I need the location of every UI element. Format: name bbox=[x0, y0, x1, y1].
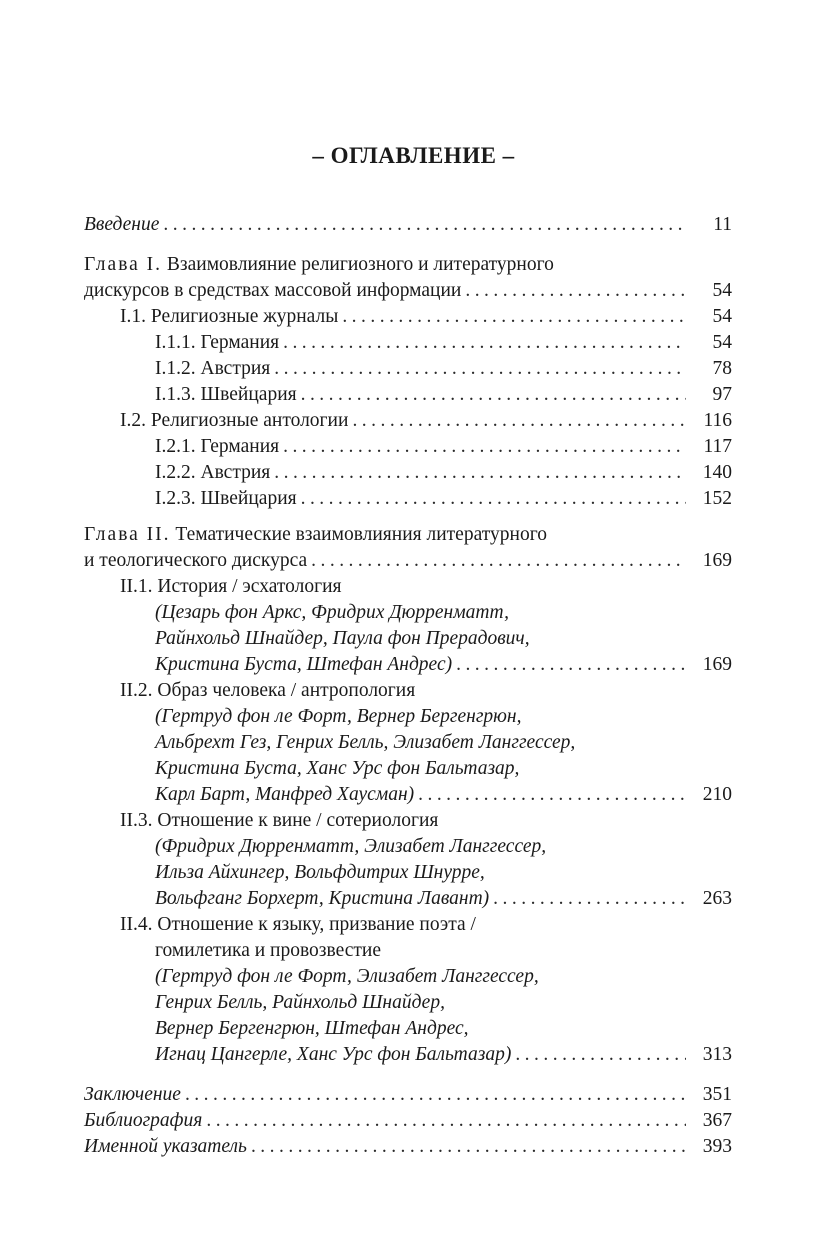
page-number: 97 bbox=[712, 384, 732, 405]
leader-dots bbox=[493, 886, 686, 912]
leader-dots bbox=[274, 356, 686, 382]
section-label: I.2.3. Швейцария bbox=[155, 488, 297, 509]
toc-entry[interactable] bbox=[84, 382, 732, 408]
authors-text: Карл Барт, Манфред Хаусман) bbox=[155, 784, 415, 805]
section-label: II.1. История / эсхатология bbox=[120, 576, 342, 597]
toc-entry[interactable] bbox=[84, 1042, 732, 1068]
section-label-line2: гомилетика и провозвестие bbox=[155, 940, 381, 961]
page-number: 152 bbox=[702, 488, 732, 509]
toc-entry[interactable] bbox=[84, 1108, 732, 1134]
chapter-title-line1: Тематические взаимовлияния литературного bbox=[175, 524, 547, 545]
toc-entry[interactable] bbox=[84, 782, 732, 808]
toc-entry[interactable] bbox=[84, 304, 732, 330]
chapter-heading[interactable] bbox=[84, 522, 732, 548]
toc-intro bbox=[84, 212, 732, 238]
page-number: 117 bbox=[703, 436, 732, 457]
page-number: 54 bbox=[712, 306, 732, 327]
page-number: 116 bbox=[703, 410, 732, 431]
leader-dots bbox=[465, 278, 686, 304]
section-label: I.1.3. Швейцария bbox=[155, 384, 297, 405]
section-heading-continued bbox=[84, 938, 732, 964]
leader-dots bbox=[515, 1042, 686, 1068]
toc-entry[interactable] bbox=[84, 1082, 732, 1108]
toc-entry[interactable] bbox=[84, 486, 732, 512]
authors-text: (Цезарь фон Аркс, Фридрих Дюрренматт, bbox=[155, 602, 509, 623]
chapter-heading[interactable] bbox=[84, 252, 732, 278]
section-label: II.2. Образ человека / антропология bbox=[120, 680, 416, 701]
section-heading[interactable] bbox=[84, 574, 732, 600]
authors-line bbox=[84, 834, 732, 860]
authors-text: Игнац Цангерле, Ханс Урс фон Бальтазар) bbox=[155, 1044, 512, 1065]
authors-line bbox=[84, 730, 732, 756]
section-label: I.2.1. Германия bbox=[155, 436, 280, 457]
section-label: II.4. Отношение к языку, призвание поэта / bbox=[120, 914, 476, 935]
toc-entry[interactable] bbox=[84, 434, 732, 460]
authors-line bbox=[84, 990, 732, 1016]
chapter-prefix: Глава II. bbox=[84, 524, 171, 545]
toc-entry[interactable] bbox=[84, 212, 732, 238]
authors-text: Кристина Буста, Штефан Андрес) bbox=[155, 654, 453, 675]
toc-entry[interactable] bbox=[84, 356, 732, 382]
authors-text: Альбрехт Гез, Генрих Белль, Элизабет Ланггессер, bbox=[155, 732, 576, 753]
authors-text: (Гертруд фон ле Форт, Вернер Бергенгрюн, bbox=[155, 706, 522, 727]
leader-dots bbox=[311, 548, 686, 574]
chapter-title-line2: дискурсов в средствах массовой информации bbox=[84, 280, 462, 301]
page-number: 54 bbox=[712, 332, 732, 353]
leader-dots bbox=[352, 408, 686, 434]
authors-line bbox=[84, 704, 732, 730]
chapter-title-line1: Взаимовлияние религиозного и литературного bbox=[166, 254, 554, 275]
page-number: 140 bbox=[702, 462, 732, 483]
authors-text: Вольфганг Борхерт, Кристина Лавант) bbox=[155, 888, 490, 909]
leader-dots bbox=[251, 1134, 686, 1160]
chapter-title-line2: и теологического дискурса bbox=[84, 550, 308, 571]
leader-dots bbox=[342, 304, 686, 330]
authors-text: Генрих Белль, Райнхольд Шнайдер, bbox=[155, 992, 445, 1013]
authors-text: Ильза Айхингер, Вольфдитрих Шнурре, bbox=[155, 862, 485, 883]
authors-line bbox=[84, 600, 732, 626]
entry-label: Библиография bbox=[84, 1110, 203, 1131]
entry-label: Введение bbox=[84, 214, 160, 235]
entry-label: Заключение bbox=[84, 1084, 181, 1105]
section-label: II.3. Отношение к вине / сотериология bbox=[120, 810, 439, 831]
toc-entry[interactable] bbox=[84, 652, 732, 678]
section-heading[interactable] bbox=[84, 678, 732, 704]
entry-label: Именной указатель bbox=[84, 1136, 247, 1157]
section-label: I.1.2. Австрия bbox=[155, 358, 271, 379]
page-number: 54 bbox=[712, 280, 732, 301]
page-number: 313 bbox=[702, 1044, 732, 1065]
leader-dots bbox=[206, 1108, 686, 1134]
authors-text: (Гертруд фон ле Форт, Элизабет Ланггессер, bbox=[155, 966, 539, 987]
toc-entry[interactable] bbox=[84, 330, 732, 356]
page-number: 169 bbox=[702, 654, 732, 675]
leader-dots bbox=[283, 434, 686, 460]
section-label: I.2.2. Австрия bbox=[155, 462, 271, 483]
page-number: 367 bbox=[702, 1110, 732, 1131]
leader-dots bbox=[274, 460, 686, 486]
toc-chapter-2 bbox=[84, 522, 732, 1068]
leader-dots bbox=[418, 782, 686, 808]
toc-entry[interactable] bbox=[84, 548, 732, 574]
page-number: 210 bbox=[702, 784, 732, 805]
toc-end-matter bbox=[84, 1082, 732, 1160]
authors-line bbox=[84, 756, 732, 782]
page-number: 263 bbox=[702, 888, 732, 909]
section-label: I.1.1. Германия bbox=[155, 332, 280, 353]
section-heading[interactable] bbox=[84, 808, 732, 834]
section-label: I.1. Религиозные журналы bbox=[120, 306, 339, 327]
leader-dots bbox=[163, 212, 686, 238]
authors-text: (Фридрих Дюрренматт, Элизабет Ланггессер, bbox=[155, 836, 547, 857]
toc-entry[interactable] bbox=[84, 1134, 732, 1160]
toc-entry[interactable] bbox=[84, 408, 732, 434]
page-number: 393 bbox=[702, 1136, 732, 1157]
leader-dots bbox=[456, 652, 686, 678]
authors-line bbox=[84, 860, 732, 886]
leader-dots bbox=[301, 382, 686, 408]
leader-dots bbox=[301, 486, 686, 512]
page-number: 11 bbox=[713, 214, 732, 235]
toc-chapter-1 bbox=[84, 252, 732, 512]
page-number: 78 bbox=[712, 358, 732, 379]
leader-dots bbox=[185, 1082, 686, 1108]
authors-text: Вернер Бергенгрюн, Штефан Андрес, bbox=[155, 1018, 469, 1039]
authors-line bbox=[84, 626, 732, 652]
section-heading[interactable] bbox=[84, 912, 732, 938]
authors-text: Райнхольд Шнайдер, Паула фон Прерадович, bbox=[155, 628, 530, 649]
page-title: – ОГЛАВЛЕНИЕ – bbox=[312, 143, 515, 168]
authors-text: Кристина Буста, Ханс Урс фон Бальтазар, bbox=[155, 758, 520, 779]
chapter-prefix: Глава I. bbox=[84, 254, 163, 275]
page-number: 169 bbox=[702, 550, 732, 571]
section-label: I.2. Религиозные антологии bbox=[120, 410, 349, 431]
toc-entry[interactable] bbox=[84, 460, 732, 486]
page-number: 351 bbox=[702, 1084, 732, 1105]
authors-line bbox=[84, 964, 732, 990]
toc-entry[interactable] bbox=[84, 278, 732, 304]
authors-line bbox=[84, 1016, 732, 1042]
leader-dots bbox=[283, 330, 686, 356]
toc-entry[interactable] bbox=[84, 886, 732, 912]
